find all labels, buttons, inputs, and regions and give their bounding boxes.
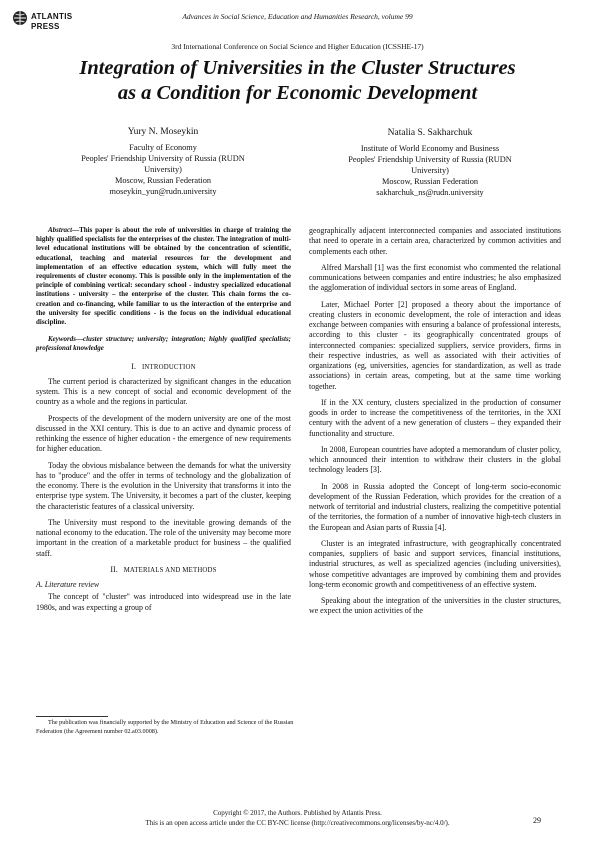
author-email[interactable]: moseykin_yun@rudn.university xyxy=(109,187,217,196)
conference-header: 3rd International Conference on Social Science and Higher Education (ICSSHE-17) xyxy=(171,42,424,51)
author-block-1 xyxy=(38,127,288,197)
body-paragraph: In 2008, European countries have adopted a memorandum of cluster policy, which announced their intention to withdraw their clusters in the global technology leaders [3]. xyxy=(309,444,561,475)
section-title: INTRODUCTION xyxy=(141,363,196,371)
keywords: Keywords—cluster structure; university; integration; highly qualified specialists; professional knowledge xyxy=(36,335,291,353)
title-line-1: Integration of Universities in the Cluster Structures xyxy=(79,57,516,79)
intro-paragraph-4: The University must respond to the inevitable growing demands of the national economy to the education. The role of the university may become more important in the creation of a marketable product for business – the qualified staff. xyxy=(36,517,291,558)
footnote-divider xyxy=(36,716,108,717)
copyright-footer xyxy=(0,809,595,828)
author-department: Institute of World Economy and Business xyxy=(360,144,500,153)
section-title: MATERIALS AND METHODS xyxy=(123,566,217,574)
author-name: Natalia S. Sakharchuk xyxy=(387,128,473,138)
body-paragraph: Later, Michael Porter [2] proposed a theory about the importance of creating clusters in economic development, the role of interaction and ideas exchange between companies with ensuring a balance of professional interests, according to this cluster - its geographically concentrated groups of interconnected companies: specialized suppliers, service providers, firms in their respective industries, as well as associated with their activities of organizations (eg, universities, agencies for standardization, as well as trade associations) in certain areas, competing, but at the same time working together. xyxy=(309,299,561,391)
page-number: 29 xyxy=(533,816,541,825)
author-university-cont: University) xyxy=(411,166,449,175)
subsection-literature-review: A. Literature review xyxy=(36,580,100,590)
abstract-text: —This paper is about the role of universities in charge of training the highly qualified specialists for the enterprises of the cluster. The integration of multi-level educational institutions will be obtained by the concentration of scientific, educational, teaching and material resources for the development and implementation of an effective education system, which will fully meet the requirements of cluster economy. This is possible only in the implementation of the principle of combining vertical: secondary school - industry specialized educational institutions - university – the enterprise of the cluster. This chain forms the co-creation and co-financing, while familiar to us the interaction of the enterprise and the university for specific conditions - is the focus on the individual educational discipline. xyxy=(36,226,291,327)
author-university: Peoples' Friendship University of Russia (RUDN xyxy=(348,155,512,164)
logo-line-2: PRESS xyxy=(31,22,60,31)
author-email[interactable]: sakharchuk_ns@rudn.university xyxy=(376,188,484,197)
left-column xyxy=(36,226,291,619)
section-heading-materials xyxy=(36,565,291,576)
body-paragraph: Speaking about the integration of the universities in the cluster structures, we expect the union activities of the xyxy=(309,596,561,616)
author-name: Yury N. Moseykin xyxy=(127,127,199,137)
logo-line-1: ATLANTIS xyxy=(31,12,73,21)
body-paragraph: If in the XX century, clusters specialized in the production of consumer goods in order to increase the competitiveness of the territories, in the XXI century with the advent of a new generation of clusters – they expanded their functionality and structure. xyxy=(309,397,561,438)
section-number: I. xyxy=(131,361,136,371)
body-paragraph: geographically adjacent interconnected companies and associated institutions that need to operate in a certain area, characterized by common activities and complements each other. xyxy=(309,226,561,256)
copyright-line-1: Copyright © 2017, the Authors. Published by Atlantis Press. xyxy=(213,809,382,817)
section-number: II. xyxy=(110,564,118,574)
section-heading-introduction xyxy=(36,362,291,373)
body-paragraph: Cluster is an integrated infrastructure, with geographically concentrated companies, suppliers of basic and support services, financial institutions, industrial structures, as well as specialized agencies (including universities), whose competitive advantages are improved by combining them and provides long-term economic growth and competitiveness of an effective system. xyxy=(309,538,561,589)
intro-paragraph-3: Today the obvious misbalance between the demands for what the university has to "produce" and the offer in terms of technology and the globalization of the economy. There is the evolution in the University that transforms it into the enterprise type system. The University, it becomes a part of the cluster, keeping the characteristic features of a classical university. xyxy=(36,460,291,511)
title-line-2: as a Condition for Economic Development xyxy=(117,82,478,104)
author-city: Moscow, Russian Federation xyxy=(381,177,479,186)
abstract xyxy=(36,226,291,327)
intro-paragraph-2: Prospects of the development of the modern university are one of the most discussed in the XXI century. This is due to an active and dynamic process of rethinking the essence of higher education - the emergence of new requirements for higher education. xyxy=(36,413,291,454)
license-line[interactable]: This is an open access article under the CC BY-NC license (http://creativecommons.org/licenses/by-nc/4.0/). xyxy=(145,818,450,827)
right-column xyxy=(309,226,561,623)
author-university: Peoples' Friendship University of Russia (RUDN xyxy=(81,154,245,163)
journal-header: Advances in Social Science, Education and Humanities Research, volume 99 xyxy=(182,12,413,21)
author-department: Faculty of Economy xyxy=(129,143,197,152)
author-block-2 xyxy=(305,128,555,198)
paper-title xyxy=(30,56,565,106)
author-university-cont: University) xyxy=(144,165,182,174)
body-paragraph: Alfred Marshall [1] was the first economist who commented the relational communications between companies and entire industries; he also emphasized the agglomeration of individual sectors in some areas of England. xyxy=(309,262,561,293)
author-city: Moscow, Russian Federation xyxy=(114,176,212,185)
abstract-label: Abstract xyxy=(48,226,73,234)
body-paragraph: In 2008 in Russia adopted the Concept of long-term socio-economic development of the Russian Federation, which provides for the creation of a network of territorial and industrial clusters, realizing the competitive potential of the territories, the formation of a number of innovative high-tech clusters in the European and Asian parts of Russia [4]. xyxy=(309,481,561,532)
funding-footnote: The publication was financially supported by the Ministry of Education and Science of the Russian Federation (the Agreement number 02.a03.0008). xyxy=(36,719,294,735)
literature-paragraph: The concept of "cluster" was introduced into widespread use in the late 1980s, and was expecting a group of xyxy=(36,592,291,612)
intro-paragraph-1: The current period is characterized by significant changes in the education system. This is a new concept of social and economic development of the country as a whole and the regions in particular. xyxy=(36,376,291,407)
